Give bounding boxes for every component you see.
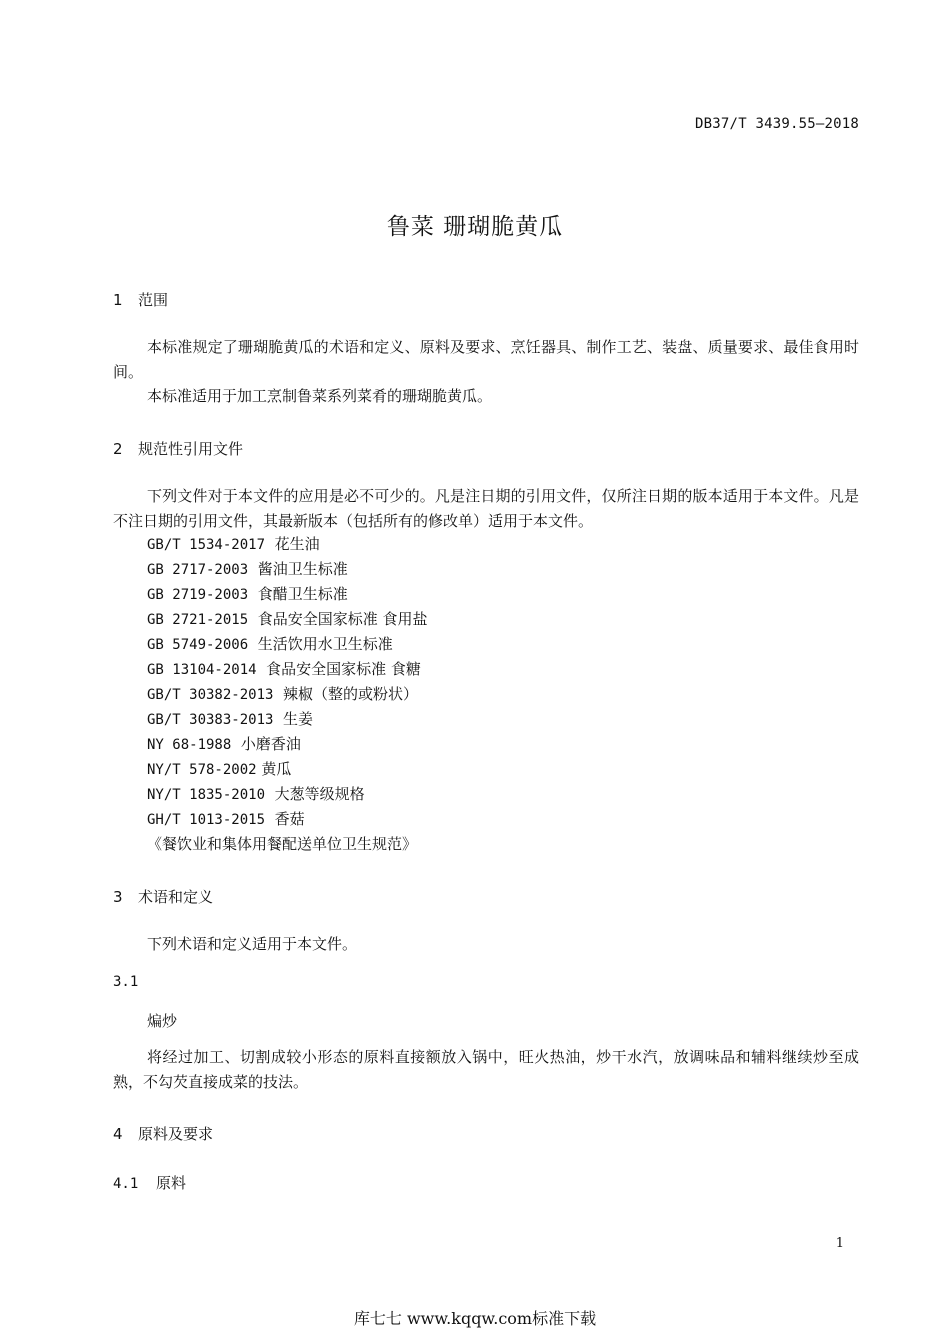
section-number: 3 xyxy=(113,888,123,906)
section-3-paragraph-1: 下列术语和定义适用于本文件。 xyxy=(147,935,358,953)
reference-item: GB 2721-2015 食品安全国家标准 食用盐 xyxy=(147,610,428,628)
reference-item: GB/T 1534-2017 花生油 xyxy=(147,535,320,553)
section-title: 规范性引用文件 xyxy=(138,440,244,458)
reference-item: GB 13104-2014 食品安全国家标准 食糖 xyxy=(147,660,421,678)
section-1-heading xyxy=(113,289,168,310)
term-name: 煸炒 xyxy=(147,1012,178,1030)
reference-item: NY/T 578-2002 黄瓜 xyxy=(147,760,292,778)
section-2-paragraph-1: 下列文件对于本文件的应用是必不可少的。凡是注日期的引用文件，仅所注日期的版本适用于本文件。凡是不注日期的引用文件，其最新版本（包括所有的修改单）适用于本文件。 xyxy=(113,487,859,530)
reference-item: GB/T 30383-2013 生姜 xyxy=(147,710,313,728)
section-4-heading xyxy=(113,1123,213,1144)
section-number: 2 xyxy=(113,440,123,458)
footer-watermark: 库七七 www.kqqw.com标准下载 xyxy=(353,1309,597,1328)
reference-item: 《餐饮业和集体用餐配送单位卫生规范》 xyxy=(147,835,418,853)
reference-item: NY 68-1988 小磨香油 xyxy=(147,735,301,753)
subsection-number: 4.1 xyxy=(113,1176,139,1192)
section-title: 范围 xyxy=(138,291,169,309)
section-title: 原料及要求 xyxy=(138,1125,214,1143)
term-definition: 将经过加工、切割成较小形态的原料直接额放入锅中，旺火热油，炒干水汽，放调味品和辅料继续炒至成熟，不勾芡直接成菜的技法。 xyxy=(113,1048,859,1091)
section-number: 4 xyxy=(113,1125,123,1143)
reference-item: GB/T 30382-2013 辣椒（整的或粉状） xyxy=(147,685,418,703)
document-title: 鲁菜 珊瑚脆黄瓜 xyxy=(386,214,564,240)
page-number: 1 xyxy=(835,1236,844,1251)
section-number: 1 xyxy=(113,291,123,309)
section-3-heading xyxy=(113,886,213,907)
reference-item: GB 5749-2006 生活饮用水卫生标准 xyxy=(147,635,393,653)
reference-item: GB 2719-2003 食醋卫生标准 xyxy=(147,585,348,603)
reference-item: GH/T 1013-2015 香菇 xyxy=(147,810,305,828)
standard-code: DB37/T 3439.55—2018 xyxy=(695,116,859,132)
section-1-paragraph-2: 本标准适用于加工烹制鲁菜系列菜肴的珊瑚脆黄瓜。 xyxy=(147,387,493,405)
reference-item: NY/T 1835-2010 大葱等级规格 xyxy=(147,785,365,803)
subsection-title: 原料 xyxy=(156,1174,187,1192)
section-title: 术语和定义 xyxy=(138,888,214,906)
section-2-heading xyxy=(113,438,243,459)
subsection-3-1-number: 3.1 xyxy=(113,974,139,990)
subsection-4-1-heading xyxy=(113,1172,186,1193)
section-1-paragraph-1: 本标准规定了珊瑚脆黄瓜的术语和定义、原料及要求、烹饪器具、制作工艺、装盘、质量要求、最佳食用时间。 xyxy=(113,338,859,381)
reference-item: GB 2717-2003 酱油卫生标准 xyxy=(147,560,348,578)
